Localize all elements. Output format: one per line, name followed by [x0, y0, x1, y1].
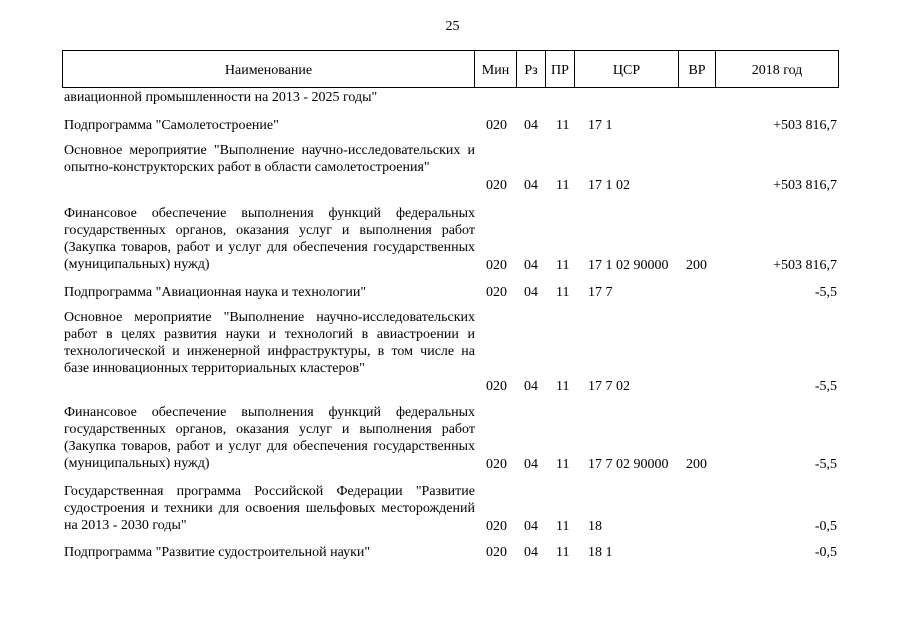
row-amount: -5,5: [814, 457, 837, 472]
row-name: Основное мероприятие "Выполнение научно-исследовательских работ в целях развития науки и технологий в авиастроении и технологической и инженерной инфраструктуры, в том числе на базе инновационных территориальных кластеров": [64, 310, 475, 376]
header-min: Мин: [474, 51, 516, 87]
row-name: Основное мероприятие "Выполнение научно-исследовательских и опытно-конструкторских работ в области самолетостроения": [64, 143, 475, 175]
header-year: 2018 год: [715, 51, 838, 87]
row-vr: 200: [686, 457, 707, 472]
row-rz: 04: [524, 285, 538, 300]
row-min: 020: [486, 379, 507, 394]
row-pr: 11: [556, 258, 570, 273]
row-csr: 18 1: [588, 545, 613, 560]
row-csr: 17 7 02: [588, 379, 630, 394]
row-csr: 17 7 02 90000: [588, 457, 669, 472]
row-min: 020: [486, 118, 507, 133]
row-amount: +503 816,7: [773, 258, 837, 273]
page-number: 25: [445, 19, 460, 34]
header-rz: Рз: [516, 51, 545, 87]
row-rz: 04: [524, 118, 538, 133]
row-min: 020: [486, 457, 507, 472]
row-pr: 11: [556, 519, 570, 534]
row-min: 020: [486, 258, 507, 273]
row-rz: 04: [524, 519, 538, 534]
row-name: Подпрограмма "Авиационная наука и технологии": [64, 285, 367, 300]
row-pr: 11: [556, 457, 570, 472]
table-header: [62, 50, 839, 88]
row-csr: 18: [588, 519, 602, 534]
row-name: Финансовое обеспечение выполнения функций федеральных государственных органов, оказания услуг и выполнения работ (Закупка товаров, работ и услуг для обеспечения государственных (муниципальных) нужд): [64, 206, 475, 272]
row-amount: -5,5: [814, 379, 837, 394]
row-amount: -0,5: [814, 519, 837, 534]
header-pr: ПР: [545, 51, 574, 87]
header-name: Наименование: [224, 62, 313, 78]
row-amount: +503 816,7: [773, 118, 837, 133]
row-pr: 11: [556, 379, 570, 394]
row-name: Государственная программа Российской Федерации "Развитие судостроения и техники для освоения шельфовых месторождений на 2013 - 2030 годы": [64, 484, 475, 533]
row-vr: 200: [686, 258, 707, 273]
row-amount: +503 816,7: [773, 178, 837, 193]
row-amount: -5,5: [814, 285, 837, 300]
row-rz: 04: [524, 379, 538, 394]
row-csr: 17 7: [588, 285, 613, 300]
row-name: Подпрограмма "Развитие судостроительной науки": [64, 545, 371, 560]
row-rz: 04: [524, 457, 538, 472]
row-pr: 11: [556, 178, 570, 193]
row-csr: 17 1 02: [588, 178, 630, 193]
row-csr: 17 1 02 90000: [588, 258, 669, 273]
row-rz: 04: [524, 178, 538, 193]
continuation-text: авиационной промышленности на 2013 - 2025 годы": [64, 90, 378, 105]
row-min: 020: [486, 285, 507, 300]
row-rz: 04: [524, 258, 538, 273]
row-rz: 04: [524, 545, 538, 560]
row-min: 020: [486, 545, 507, 560]
row-amount: -0,5: [814, 545, 837, 560]
header-csr: ЦСР: [574, 51, 678, 87]
row-min: 020: [486, 178, 507, 193]
row-pr: 11: [556, 285, 570, 300]
row-pr: 11: [556, 118, 570, 133]
header-vr: ВР: [678, 51, 715, 87]
row-csr: 17 1: [588, 118, 613, 133]
row-min: 020: [486, 519, 507, 534]
row-name: Финансовое обеспечение выполнения функций федеральных государственных органов, оказания услуг и выполнения работ (Закупка товаров, работ и услуг для обеспечения государственных (муниципальных) нужд): [64, 405, 475, 471]
row-pr: 11: [556, 545, 570, 560]
row-name: Подпрограмма "Самолетостроение": [64, 118, 279, 133]
